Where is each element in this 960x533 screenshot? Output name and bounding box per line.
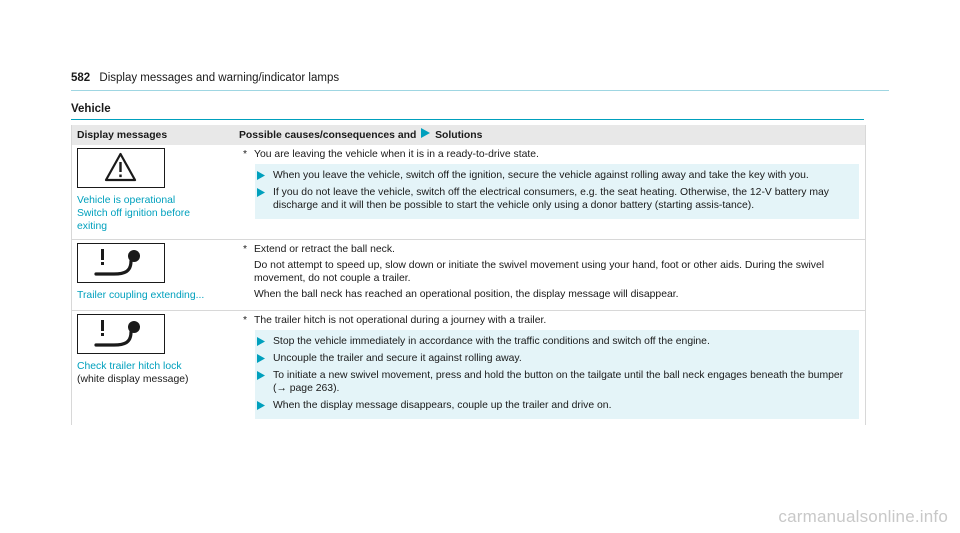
solution-item: To initiate a new swivel movement, press and hold the button on the tailgate until the ball neck engages beneath the bumper (→ page 263).	[255, 369, 859, 395]
table-row	[71, 145, 865, 240]
section-title: Vehicle	[71, 103, 111, 115]
table-border-left	[71, 125, 72, 425]
solution-item: Uncouple the trailer and secure it against rolling away.	[255, 352, 859, 365]
page-header	[71, 72, 339, 84]
watermark: carmanualsonline.info	[778, 507, 948, 526]
table-border-right	[865, 125, 866, 425]
message-label: Check trailer hitch lock	[77, 361, 182, 372]
solution-item: When the display message disappears, couple up the trailer and drive on.	[255, 399, 859, 412]
column-header-solutions	[233, 125, 865, 145]
arrow-right-icon	[255, 169, 265, 182]
info-paragraph: When the ball neck has reached an operational position, the display message will disappear.	[254, 289, 679, 300]
cause-text: * Extend or retract the ball neck.	[243, 244, 395, 255]
message-label: exiting	[77, 221, 108, 232]
message-cell	[71, 240, 233, 311]
trailer-hitch-icon	[77, 314, 165, 354]
info-paragraph: Do not attempt to speed up, slow down or initiate the swivel movement using your hand, foot or other aids. During the swivel movement, do not couple a trailer.	[254, 260, 825, 284]
solution-cell	[233, 311, 865, 426]
arrow-right-icon	[255, 335, 265, 348]
message-label: Vehicle is operational	[77, 195, 176, 206]
solution-item: When you leave the vehicle, switch off the ignition, secure the vehicle against rolling away and take the key with you.	[255, 169, 859, 182]
trailer-hitch-icon	[77, 243, 165, 283]
message-cell	[71, 311, 233, 426]
header-divider	[71, 90, 889, 91]
display-messages-table	[71, 125, 865, 425]
solution-cell	[233, 240, 865, 311]
message-note: (white display message)	[77, 374, 189, 385]
solution-list	[255, 330, 859, 419]
solution-cell	[233, 145, 865, 240]
warning-triangle-icon	[77, 148, 165, 188]
column-header-display-messages: Display messages	[71, 125, 233, 145]
column-header-prefix: Possible causes/consequences and	[239, 129, 417, 141]
message-label: Trailer coupling extending...	[77, 290, 205, 301]
cause-text: * The trailer hitch is not operational during a journey with a trailer.	[243, 315, 547, 326]
table-row	[71, 240, 865, 311]
arrow-right-icon	[255, 369, 265, 382]
arrow-right-icon	[255, 186, 265, 199]
section-divider	[71, 119, 864, 120]
arrow-right-icon	[255, 352, 265, 365]
solution-item: If you do not leave the vehicle, switch off the electrical consumers, e.g. the seat heating. Otherwise, the 12-V battery may discharge and it will then be possible to start the vehicle only using a donor battery (starting assis-tance).	[255, 186, 859, 212]
arrow-right-icon	[421, 128, 430, 142]
message-cell	[71, 145, 233, 240]
page-number: 582	[71, 72, 91, 84]
column-header-suffix: Solutions	[435, 129, 483, 141]
table-row	[71, 311, 865, 426]
arrow-right-icon	[255, 399, 265, 412]
page-header-title: Display messages and warning/indicator lamps	[99, 72, 340, 84]
cause-text: * You are leaving the vehicle when it is in a ready-to-drive state.	[243, 149, 539, 160]
solution-item: Stop the vehicle immediately in accordance with the traffic conditions and switch off the engine.	[255, 335, 859, 348]
message-label: Switch off ignition before	[77, 208, 191, 219]
solution-list	[255, 164, 859, 219]
